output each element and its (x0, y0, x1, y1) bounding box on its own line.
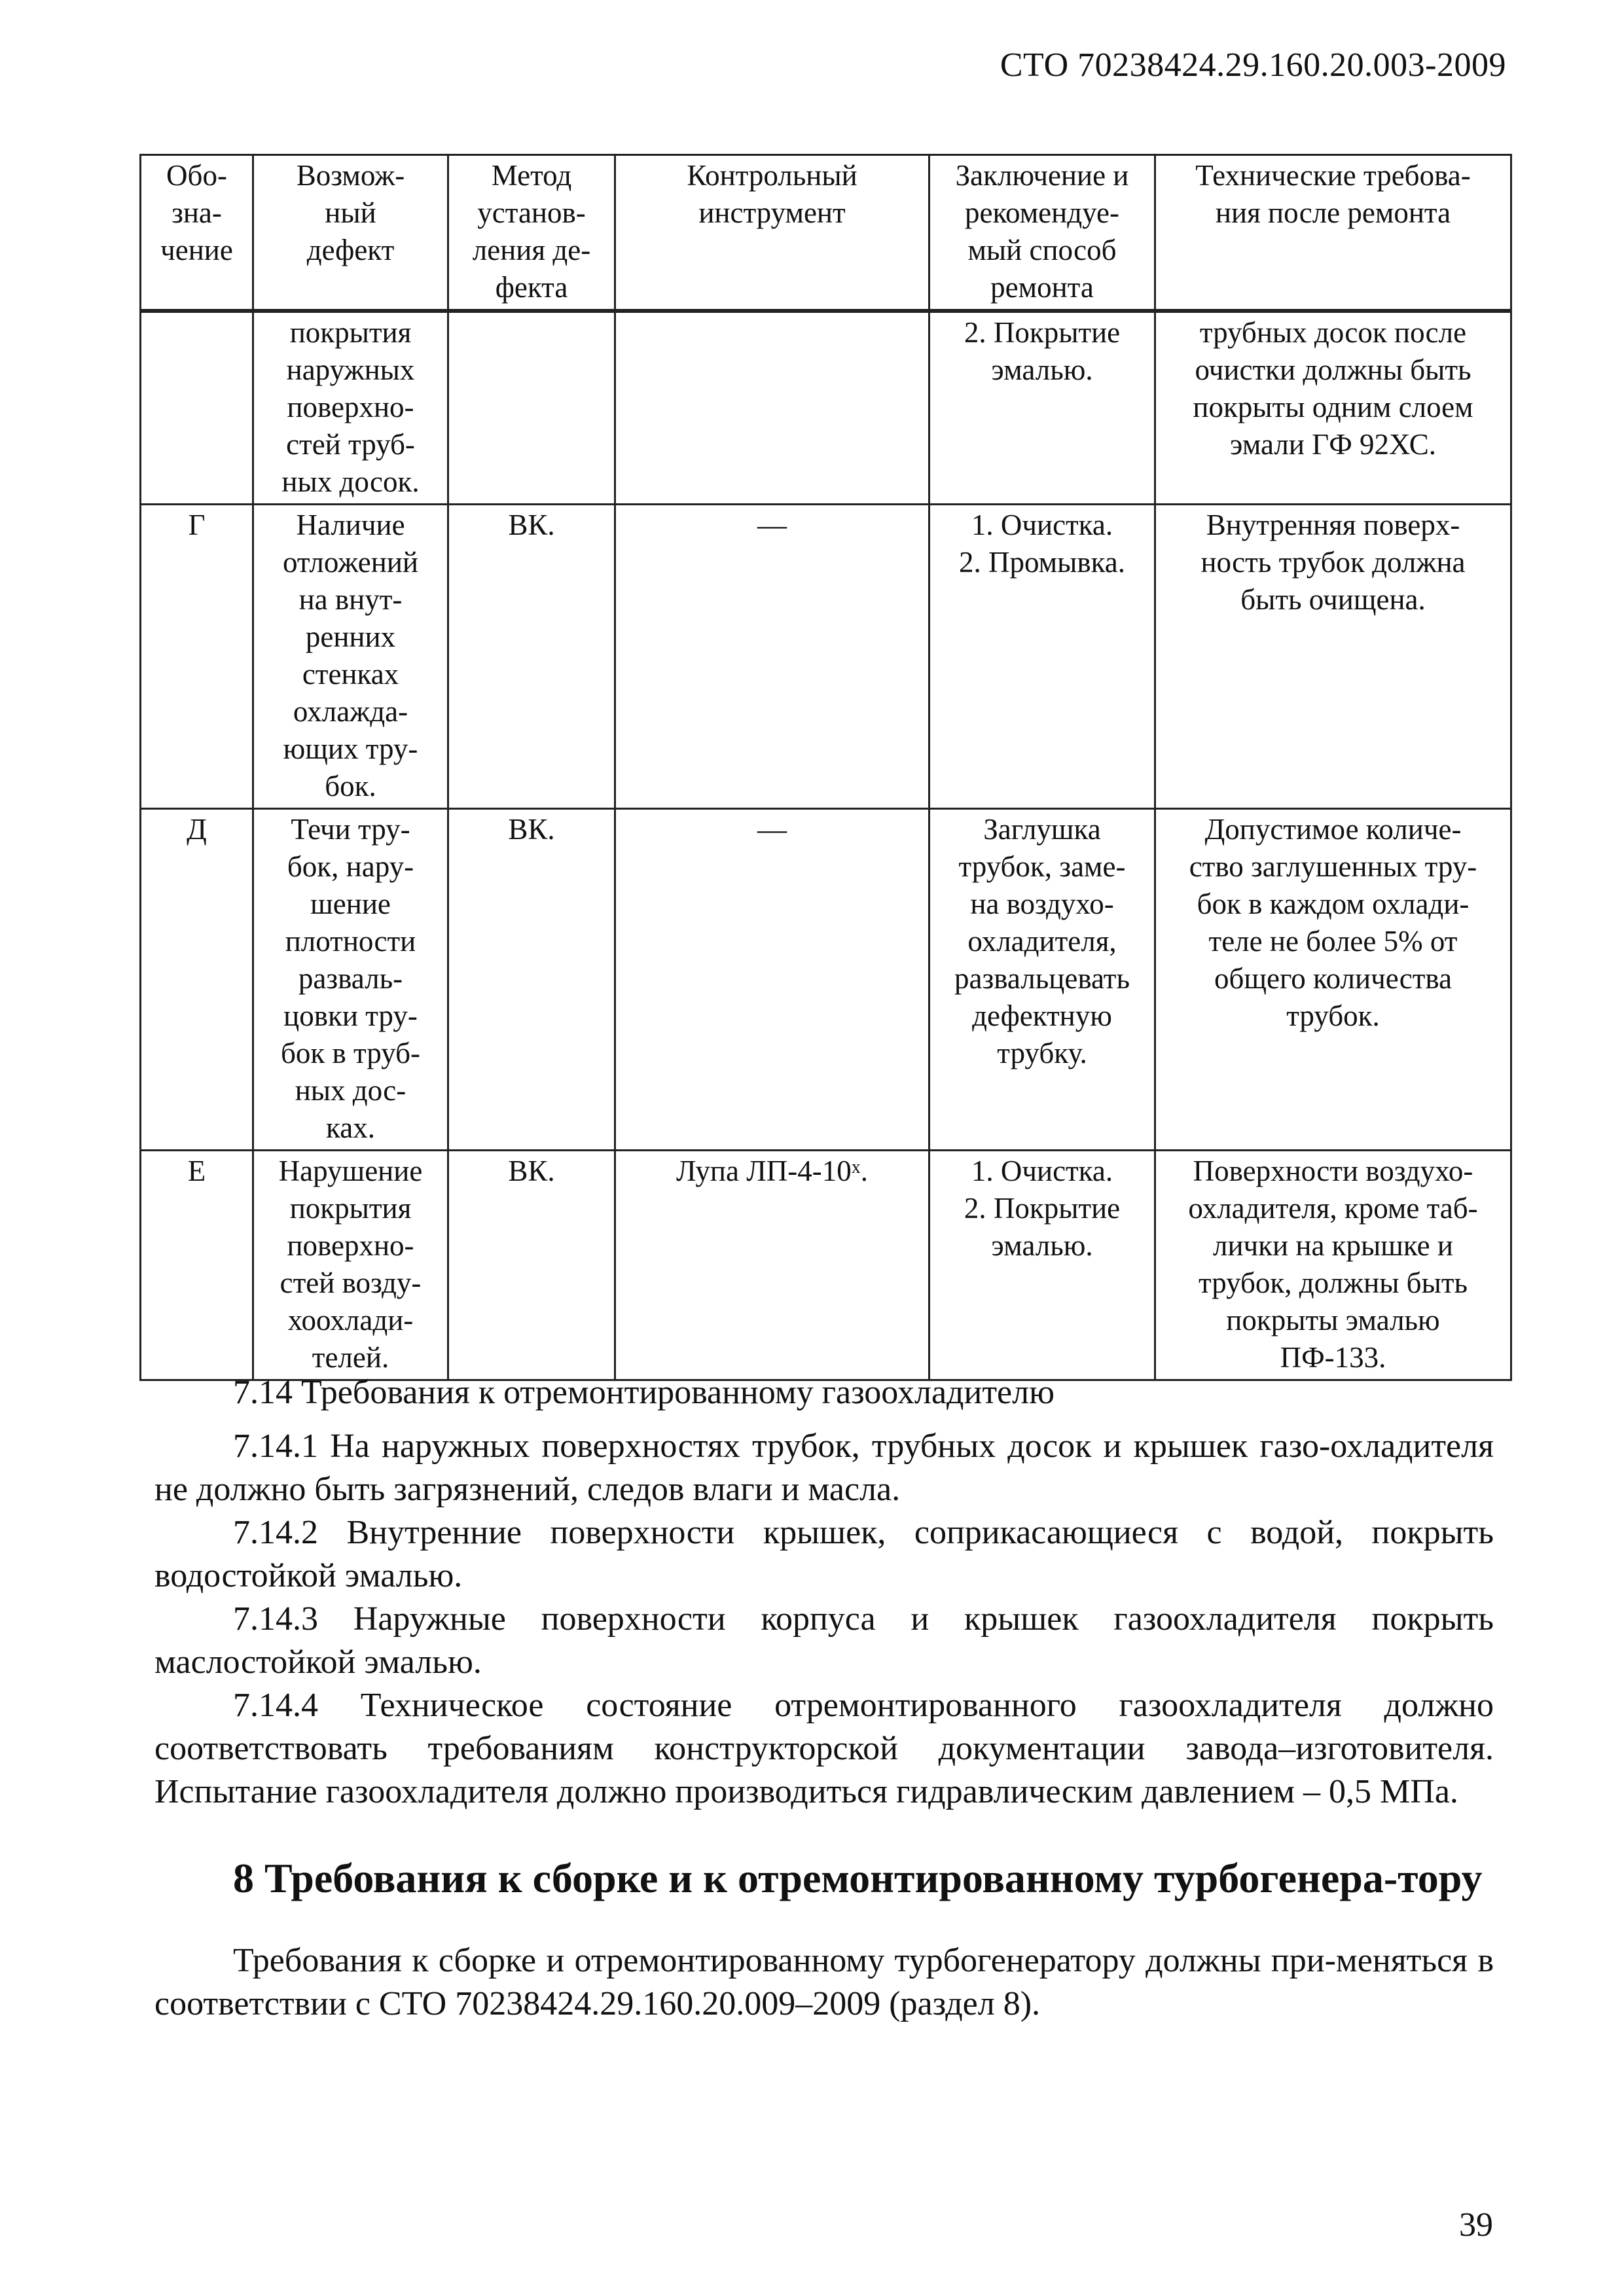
header-method: Метод установ- ления де- фекта (448, 155, 615, 312)
table-row (141, 311, 1511, 505)
header-requirements: Технические требова- ния после ремонта (1155, 155, 1511, 312)
page-number: 39 (1459, 2206, 1493, 2244)
cell-defect: Нарушение покрытия поверхно- стей возду- хоохлади- телей. (253, 1151, 448, 1380)
section-8-heading: 8 Требования к сборке и к отремонтированному турбогенера-тору (233, 1855, 1483, 1901)
cell-method: ВК. (448, 1151, 615, 1380)
cell-defect: Наличие отложений на внут- ренних стенках охлажда- ющих тру- бок. (253, 505, 448, 809)
paragraph-7-14-4: 7.14.4 Техническое состояние отремонтированного газоохладителя должно соответствовать требованиям конструкторской документации завода–изготовителя. Испытание газоохладителя должно производиться гидравлическим давлением – 0,5 МПа. (154, 1687, 1494, 1810)
cell-designation: Е (141, 1151, 253, 1380)
table-row (141, 505, 1511, 809)
cell-conclusion: 1. Очистка. 2. Промывка. (929, 505, 1155, 809)
cell-conclusion: Заглушка трубок, заме- на воздухо- охладителя, развальцевать дефектную трубку. (929, 809, 1155, 1151)
document-code: СТО 70238424.29.160.20.003-2009 (1000, 46, 1506, 84)
defects-table (139, 154, 1512, 1381)
cell-requirements: Допустимое количе- ство заглушенных тру- бок в каждом охлади- теле не более 5% от общего количества трубок. (1155, 809, 1511, 1151)
cell-defect: Течи тру- бок, нару- шение плотности разваль- цовки тру- бок в труб- ных дос- ках. (253, 809, 448, 1151)
cell-conclusion: 1. Очистка. 2. Покрытие эмалью. (929, 1151, 1155, 1380)
tool-period: . (860, 1155, 868, 1187)
cell-designation (141, 311, 253, 505)
cell-requirements: Внутренняя поверх- ность трубок должна быть очищена. (1155, 505, 1511, 809)
cell-tool: — (615, 809, 929, 1151)
cell-defect: покрытия наружных поверхно- стей труб- ных досок. (253, 311, 448, 505)
section-8-paragraph: Требования к сборке и отремонтированному турбогенератору должны при-меняться в соответствии с СТО 70238424.29.160.20.009–2009 (раздел 8). (154, 1942, 1494, 2022)
cell-tool (615, 311, 929, 505)
table-header-row (141, 155, 1511, 312)
paragraph-7-14-1: 7.14.1 На наружных поверхностях трубок, трубных досок и крышек газо-охладителя не должно быть загрязнений, следов влаги и масла. (154, 1427, 1494, 1508)
cell-designation: Д (141, 809, 253, 1151)
paragraph-7-14: 7.14 Требования к отремонтированному газоохладителю (233, 1374, 1055, 1411)
table-row (141, 809, 1511, 1151)
cell-tool (615, 1151, 929, 1380)
cell-method: ВК. (448, 505, 615, 809)
cell-tool: — (615, 505, 929, 809)
cell-conclusion: 2. Покрытие эмалью. (929, 311, 1155, 505)
tool-superscript: х (851, 1157, 861, 1177)
header-tool: Контрольный инструмент (615, 155, 929, 312)
table-row (141, 1151, 1511, 1380)
tool-name: Лупа ЛП-4-10 (676, 1155, 852, 1187)
cell-method (448, 311, 615, 505)
header-designation: Обо- зна- чение (141, 155, 253, 312)
cell-designation: Г (141, 505, 253, 809)
cell-method: ВК. (448, 809, 615, 1151)
paragraph-7-14-3: 7.14.3 Наружные поверхности корпуса и крышек газоохладителя покрыть маслостойкой эмалью. (154, 1600, 1494, 1681)
header-conclusion: Заключение и рекомендуе- мый способ ремонта (929, 155, 1155, 312)
cell-requirements: Поверхности воздухо- охладителя, кроме таб- лички на крышке и трубок, должны быть покрыты эмалью ПФ-133. (1155, 1151, 1511, 1380)
cell-requirements: трубных досок после очистки должны быть покрыты одним слоем эмали ГФ 92ХС. (1155, 311, 1511, 505)
header-defect: Возмож- ный дефект (253, 155, 448, 312)
paragraph-7-14-2: 7.14.2 Внутренние поверхности крышек, соприкасающиеся с водой, покрыть водостойкой эмалью. (154, 1514, 1494, 1594)
body-text (154, 1371, 1494, 2026)
